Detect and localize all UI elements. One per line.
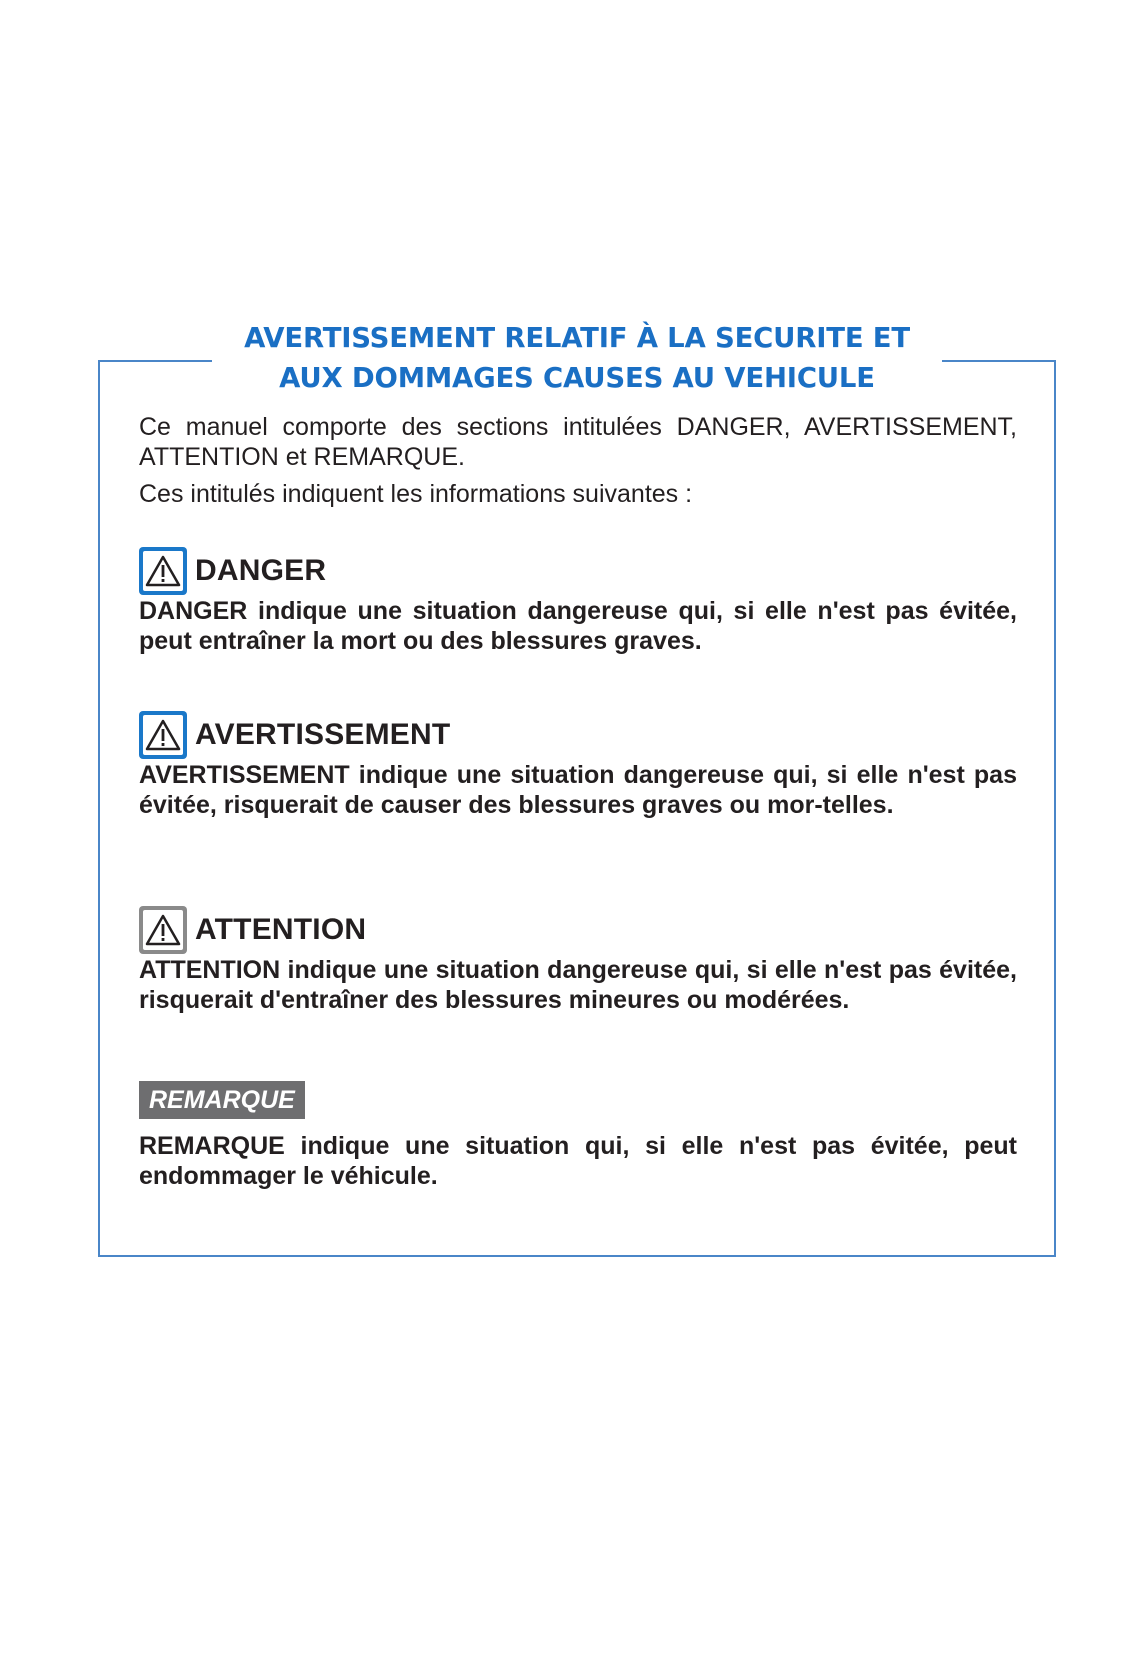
section-remarque-text: REMARQUE indique une situation qui, si elle n'est pas évitée, peut endommager le véhicule.: [139, 1132, 1017, 1190]
intro-paragraph: Ce manuel comporte des sections intitulées DANGER, AVERTISSEMENT, ATTENTION et REMARQUE.: [139, 413, 1017, 471]
warning-triangle-icon: [139, 711, 187, 759]
section-attention-text: ATTENTION indique une situation dangereuse qui, si elle n'est pas évitée, risquerait d'entraîner des blessures mineures ou modérées.: [139, 956, 1017, 1014]
remarque-badge: REMARQUE: [139, 1081, 305, 1119]
warning-triangle-icon: [139, 547, 187, 595]
section-avertissement-text: AVERTISSEMENT indique une situation dangereuse qui, si elle n'est pas évitée, risquerait de causer des blessures graves ou mor-telles.: [139, 761, 1017, 819]
section-attention-title: ATTENTION: [195, 913, 367, 946]
section-avertissement: [139, 711, 1017, 820]
page-title-line-1: AVERTISSEMENT RELATIF À LA SECURITE ET: [244, 322, 910, 354]
intro-block: [139, 412, 1017, 509]
page-title: [212, 318, 942, 398]
section-danger-text: DANGER indique une situation dangereuse qui, si elle n'est pas évitée, peut entraîner la mort ou des blessures graves.: [139, 597, 1017, 655]
warning-triangle-icon: [139, 906, 187, 954]
section-attention: [139, 906, 1017, 1015]
intro-paragraph-2: Ces intitulés indiquent les informations suivantes :: [139, 480, 693, 508]
section-danger-title: DANGER: [195, 554, 327, 587]
section-remarque: [139, 1081, 1017, 1191]
page-title-line-2: AUX DOMMAGES CAUSES AU VEHICULE: [279, 362, 875, 394]
section-danger: [139, 547, 1017, 656]
section-avertissement-header: [139, 711, 1017, 759]
section-attention-header: [139, 906, 1017, 954]
section-danger-header: [139, 547, 1017, 595]
section-avertissement-title: AVERTISSEMENT: [195, 718, 451, 751]
